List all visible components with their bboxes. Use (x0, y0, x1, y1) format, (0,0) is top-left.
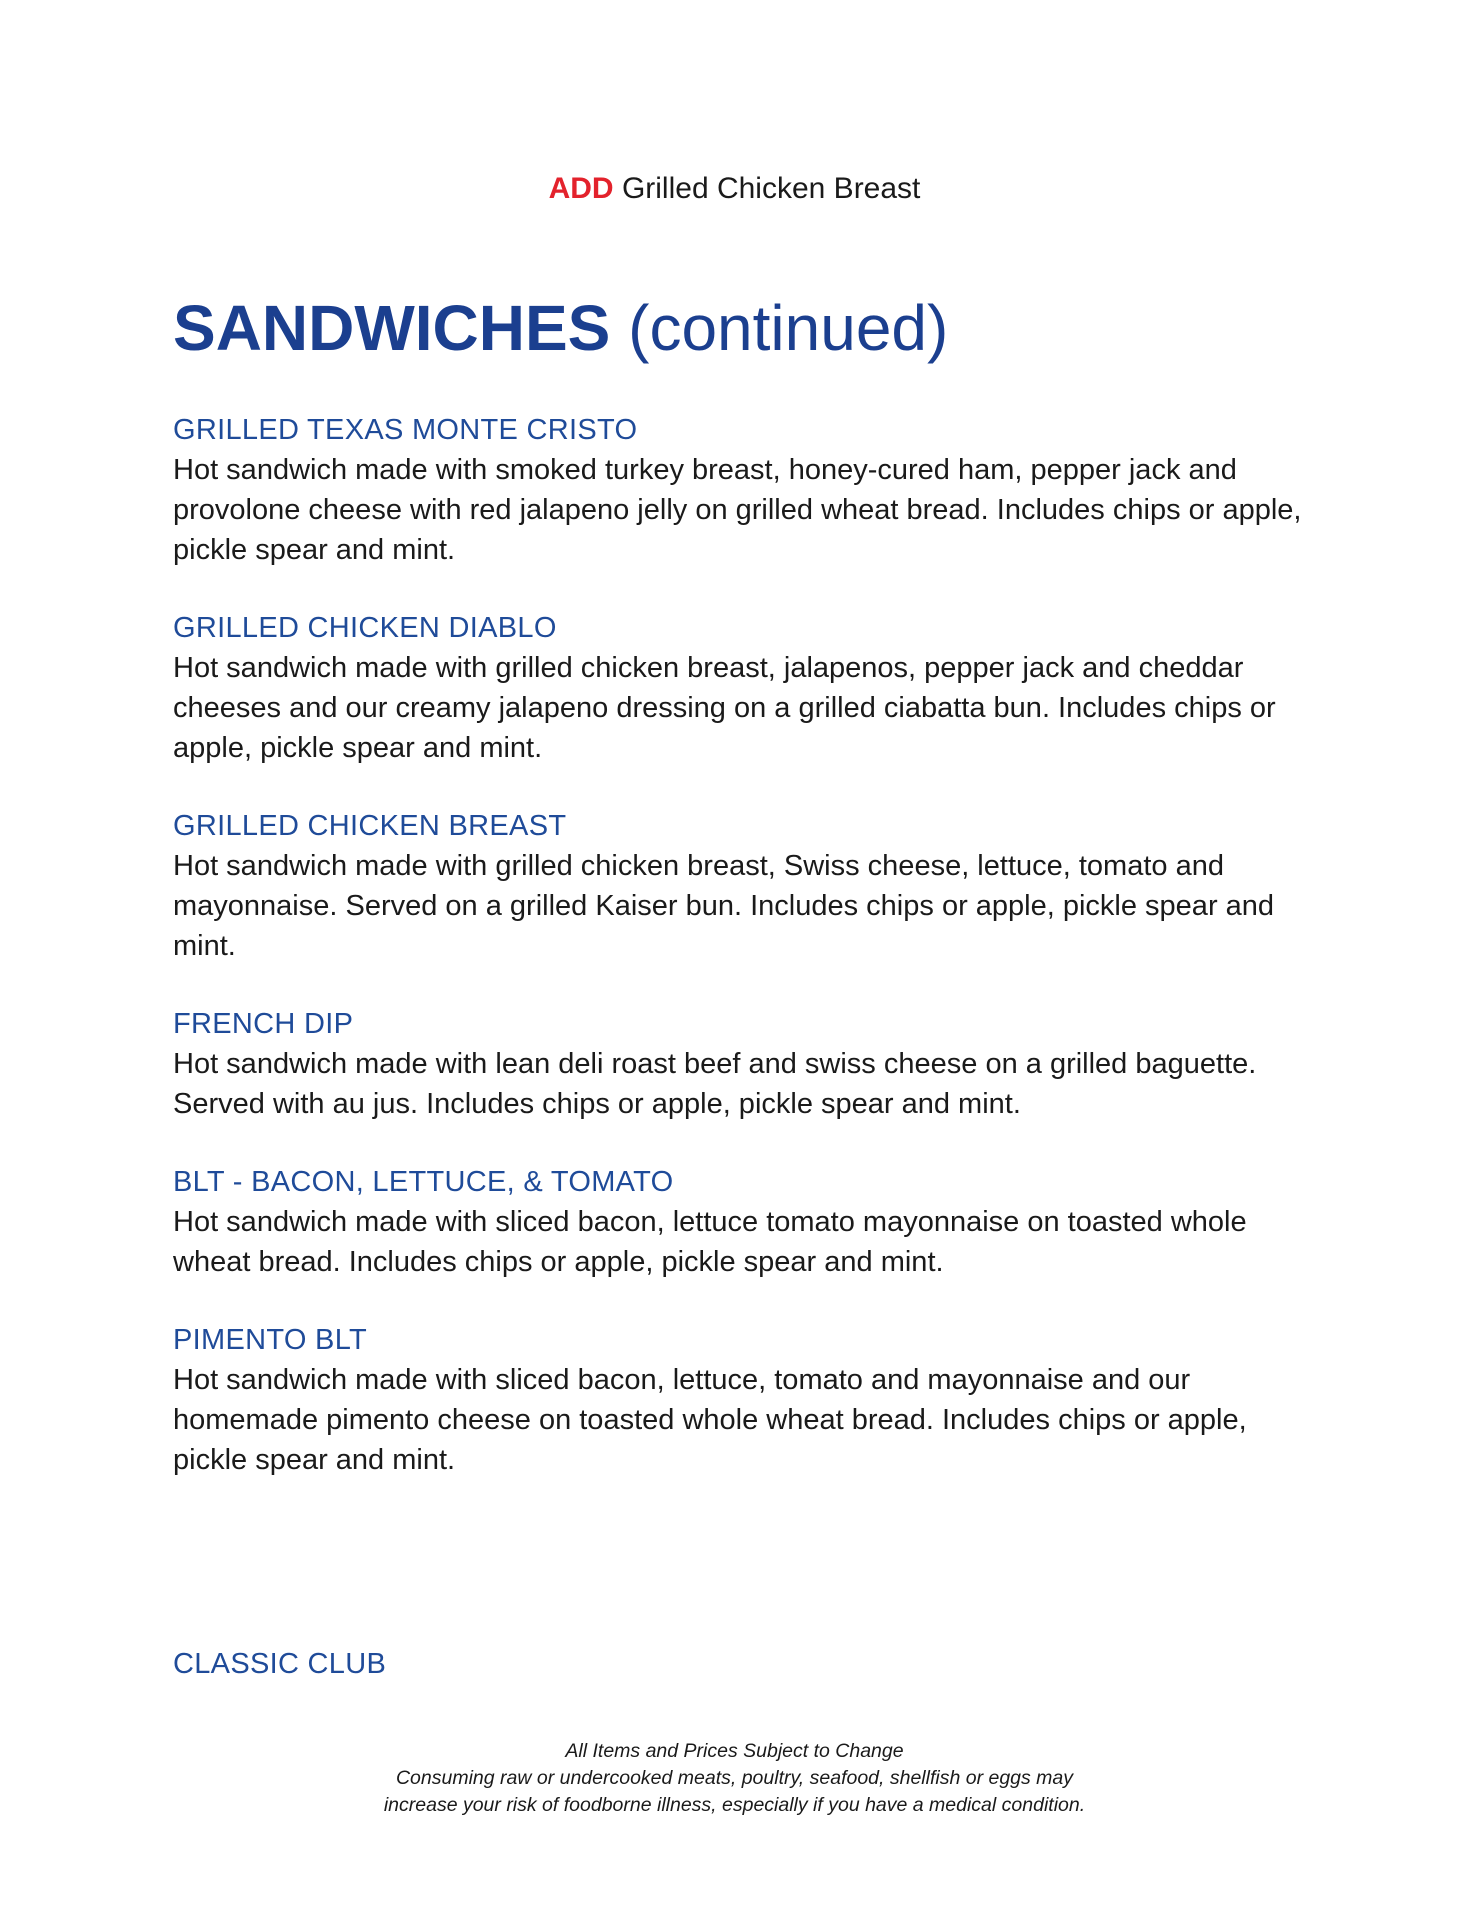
footer-line-warning-1: Consuming raw or undercooked meats, poultry, seafood, shellfish or eggs may (395, 1767, 1074, 1789)
footer-line-prices: All Items and Prices Subject to Change (565, 1740, 904, 1762)
menu-item-description: Hot sandwich made with sliced bacon, lettuce, tomato and mayonnaise and our homemade pimento cheese on toasted whole wheat bread. Includes chips or apple, pickle spear and mint. (173, 1364, 1247, 1476)
menu-item-name: FRENCH DIP (173, 1008, 354, 1040)
menu-item-description: Hot sandwich made with sliced bacon, lettuce tomato mayonnaise on toasted whole wheat bread. Includes chips or apple, pickle spear and mint. (173, 1206, 1247, 1278)
footer-line-warning-2: increase your risk of foodborne illness, especially if you have a medical condition. (383, 1794, 1086, 1816)
menu-item-chicken-diablo (173, 608, 1313, 768)
menu-item-classic-club-name: CLASSIC CLUB (173, 1648, 387, 1680)
menu-list (173, 410, 1313, 1518)
menu-item-name: GRILLED CHICKEN BREAST (173, 810, 567, 842)
footer-disclaimer (0, 1738, 1469, 1819)
menu-item-monte-cristo (173, 410, 1313, 570)
addon-prefix: ADD (548, 172, 614, 205)
addon-text: Grilled Chicken Breast (621, 172, 921, 205)
menu-item-pimento-blt (173, 1320, 1313, 1480)
menu-item-name: PIMENTO BLT (173, 1324, 367, 1356)
menu-item-name: GRILLED TEXAS MONTE CRISTO (173, 414, 638, 446)
menu-item-description: Hot sandwich made with grilled chicken breast, Swiss cheese, lettuce, tomato and mayonnaise. Served on a grilled Kaiser bun. Includes chips or apple, pickle spear and mint. (173, 850, 1275, 962)
menu-item-description: Hot sandwich made with lean deli roast beef and swiss cheese on a grilled baguette. Served with au jus. Includes chips or apple, pickle spear and mint. (173, 1048, 1257, 1120)
addon-line (0, 172, 1469, 206)
menu-item-description: Hot sandwich made with grilled chicken breast, jalapenos, pepper jack and cheddar cheeses and our creamy jalapeno dressing on a grilled ciabatta bun. Includes chips or apple, pickle spear and mint. (173, 652, 1276, 764)
section-title-bold: SANDWICHES (173, 292, 611, 364)
menu-item-blt (173, 1162, 1313, 1282)
menu-item-description: Hot sandwich made with smoked turkey breast, honey-cured ham, pepper jack and provolone cheese with red jalapeno jelly on grilled wheat bread. Includes chips or apple, pickle spear and mint. (173, 454, 1302, 566)
menu-item-name: GRILLED CHICKEN DIABLO (173, 612, 557, 644)
menu-item-chicken-breast (173, 806, 1313, 966)
section-title (173, 288, 948, 368)
menu-item-french-dip (173, 1004, 1313, 1124)
section-title-rest: (continued) (628, 292, 949, 364)
menu-item-name: BLT - BACON, LETTUCE, & TOMATO (173, 1166, 674, 1198)
